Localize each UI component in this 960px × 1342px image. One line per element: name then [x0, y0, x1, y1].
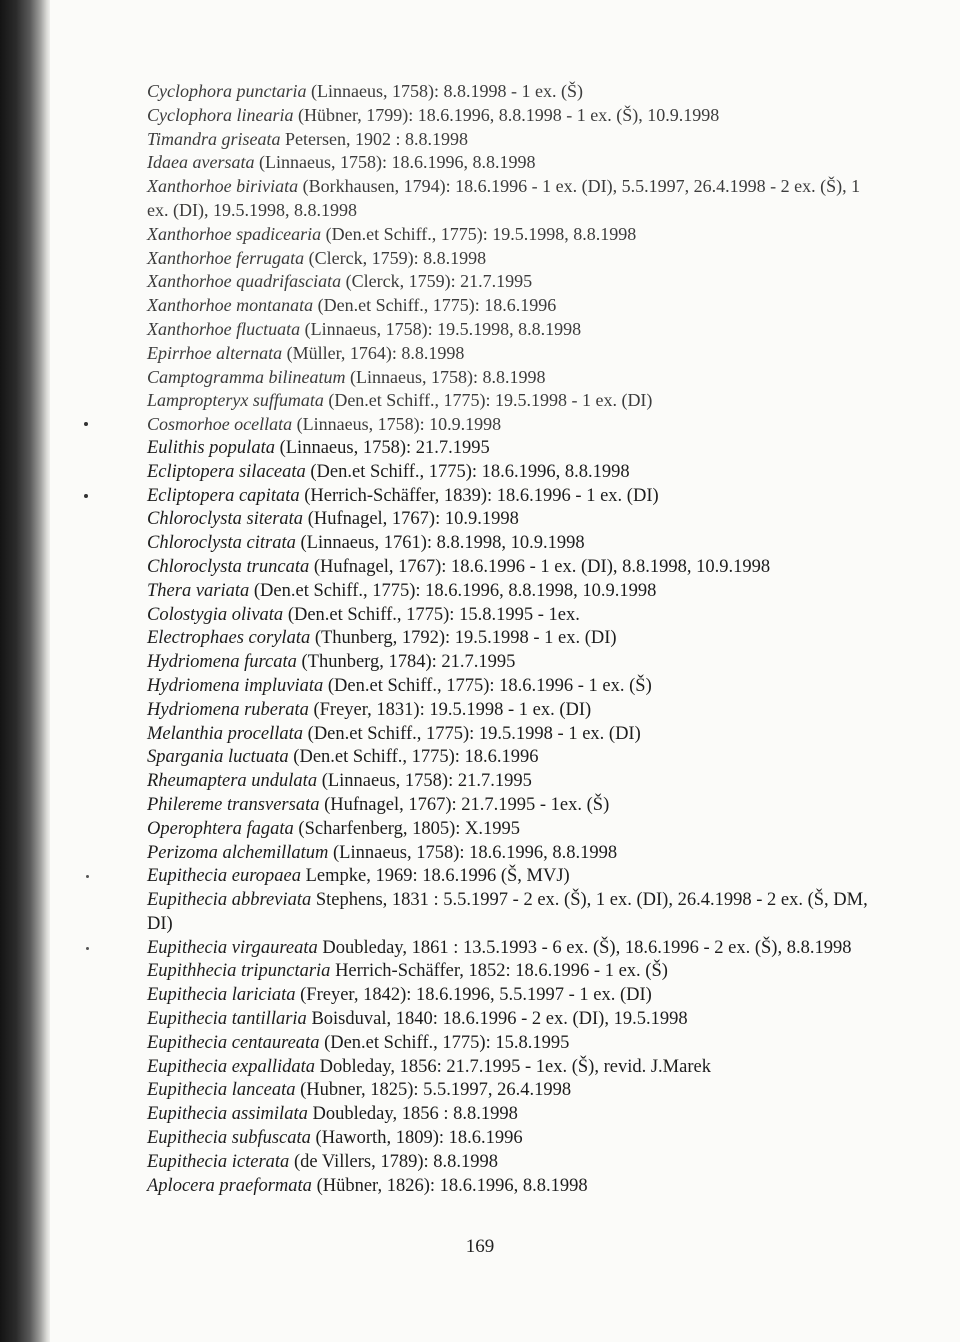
- list-item: [0, 1032, 960, 1056]
- page-number: 169: [465, 1236, 495, 1257]
- species-record: (Den.et Schiff., 1775): 15.8.1995 - 1ex.: [287, 604, 580, 625]
- list-item: [0, 770, 960, 794]
- margin-dot-mark: [86, 947, 89, 950]
- species-name: Eupithecia tantillaria: [147, 1009, 307, 1030]
- list-item: [0, 437, 960, 461]
- species-record: (Hübner, 1799): 18.6.1996, 8.8.1998 - 1 ex. (Š), 10.9.1998: [298, 104, 720, 125]
- list-item: [0, 413, 960, 437]
- list-item: [0, 580, 960, 604]
- list-item: [0, 532, 960, 556]
- list-item: [0, 699, 960, 723]
- list-item: [0, 651, 960, 675]
- species-name: Thera variata: [147, 580, 250, 601]
- species-record: (Thunberg, 1792): 19.5.1998 - 1 ex. (DI): [314, 628, 617, 649]
- margin-dot-mark: [84, 422, 88, 426]
- list-item: [0, 342, 960, 366]
- species-record: Doubleday, 1861 : 13.5.1993 - 6 ex. (Š), 18.6.1996 - 2 ex. (Š), 8.8.1998: [322, 937, 852, 958]
- list-item: [0, 366, 960, 390]
- species-name: Idaea aversata: [147, 152, 255, 173]
- species-name: Xanthorhoe biriviata: [147, 176, 299, 197]
- species-name: Lampropteryx suffumata: [147, 390, 324, 411]
- list-item: [0, 1079, 960, 1103]
- species-name: Camptogramma bilineatum: [147, 366, 346, 387]
- list-item: [0, 247, 960, 271]
- species-record: (Linnaeus, 1758): 18.6.1996, 8.8.1998: [333, 842, 618, 863]
- species-record: Petersen, 1902 : 8.8.1998: [285, 128, 469, 149]
- list-item: [0, 865, 960, 889]
- species-name: Eupithecia assimilata: [147, 1104, 308, 1125]
- species-name: Xanthorhoe fluctuata: [147, 318, 301, 339]
- species-record: (Linnaeus, 1758): 8.8.1998 - 1 ex. (Š): [311, 81, 583, 101]
- list-item: [0, 1127, 960, 1151]
- species-name: Hydriomena impluviata: [147, 675, 324, 696]
- list-item: [0, 1056, 960, 1080]
- species-record: Stephens, 1831 : 5.5.1997 - 2 ex. (Š), 1 ex. (DI), 26.4.1998 - 2 ex. (Š, DM, DI): [147, 890, 868, 934]
- list-item: [0, 1008, 960, 1032]
- list-item: [0, 675, 960, 699]
- species-record: (Den.et Schiff., 1775): 19.5.1998, 8.8.1998: [325, 223, 637, 244]
- species-name: Eupithecia virgaureata: [147, 937, 318, 958]
- species-record: (Den.et Schiff., 1775): 15.8.1995: [324, 1032, 570, 1053]
- species-record: (Linnaeus, 1758): 10.9.1998: [296, 414, 502, 435]
- species-record: Lempke, 1969: 18.6.1996 (Š, MVJ): [305, 866, 570, 887]
- species-name: Hydriomena ruberata: [147, 699, 309, 720]
- species-record: (Den.et Schiff., 1775): 18.6.1996 - 1 ex. (Š): [327, 675, 652, 696]
- list-item: [0, 223, 960, 247]
- species-name: Xanthorhoe quadrifasciata: [147, 271, 342, 292]
- list-item: [0, 175, 960, 223]
- species-name: Xanthorhoe montanata: [147, 295, 314, 316]
- species-record: (Den.et Schiff., 1775): 19.5.1998 - 1 ex. (DI): [328, 390, 653, 411]
- species-record: (Hufnagel, 1767): 21.7.1995 - 1ex. (Š): [324, 794, 610, 815]
- species-record: (Scharfenberg, 1805): X.1995: [298, 818, 521, 839]
- list-item: [0, 128, 960, 152]
- species-name: Rheumaptera undulata: [147, 771, 318, 792]
- species-name: Epirrhoe alternata: [147, 342, 283, 363]
- species-record: (Linnaeus, 1758): 19.5.1998, 8.8.1998: [304, 318, 582, 339]
- species-record: (Den.et Schiff., 1775): 18.6.1996: [317, 295, 557, 316]
- species-name: Aplocera praeformata: [147, 1175, 312, 1196]
- species-record: (Linnaeus, 1758): 21.7.1995: [279, 437, 490, 458]
- list-item: [0, 389, 960, 413]
- species-record: (Clerck, 1759): 21.7.1995: [345, 271, 533, 292]
- species-record: (Haworth, 1809): 18.6.1996: [315, 1128, 523, 1149]
- species-name: Eupithecia expallidata: [147, 1056, 315, 1077]
- list-item: [0, 960, 960, 984]
- list-item: [0, 604, 960, 628]
- species-record: (Den.et Schiff., 1775): 18.6.1996: [293, 747, 539, 768]
- species-record: (Freyer, 1842): 18.6.1996, 5.5.1997 - 1 ex. (DI): [300, 985, 652, 1006]
- list-item: [0, 937, 960, 961]
- species-name: Eupithecia lanceata: [147, 1080, 296, 1101]
- list-item: [0, 270, 960, 294]
- list-item: [0, 80, 960, 104]
- list-item: [0, 1151, 960, 1175]
- species-record: (Hübner, 1826): 18.6.1996, 8.8.1998: [316, 1175, 588, 1196]
- species-name: Eupithecia centaureata: [147, 1032, 320, 1053]
- species-record: (Linnaeus, 1761): 8.8.1998, 10.9.1998: [300, 533, 585, 554]
- list-item: [0, 984, 960, 1008]
- species-record: (Linnaeus, 1758): 18.6.1996, 8.8.1998: [258, 152, 536, 173]
- species-name: Eupithecia subfuscata: [147, 1128, 311, 1149]
- list-item: [0, 485, 960, 509]
- species-name: Electrophaes corylata: [147, 628, 311, 649]
- species-record: (Borkhausen, 1794): 18.6.1996 - 1 ex. (DI), 5.5.1997, 26.4.1998 - 2 ex. (Š), 1 ex. (DI), 19.5.1998, 8.8.1998: [147, 176, 861, 220]
- species-record: (Clerck, 1759): 8.8.1998: [308, 247, 487, 268]
- species-name: Perizoma alchemillatum: [147, 842, 329, 863]
- species-name: Ecliptopera capitata: [147, 485, 300, 506]
- list-item: [0, 461, 960, 485]
- species-name: Colostygia olivata: [147, 604, 284, 625]
- species-name: Timandra griseata: [147, 128, 281, 149]
- species-record: (Den.et Schiff., 1775): 19.5.1998 - 1 ex. (DI): [307, 723, 641, 744]
- list-item: [0, 318, 960, 342]
- list-item: [0, 1103, 960, 1127]
- list-item: [0, 794, 960, 818]
- list-item: [0, 889, 960, 937]
- list-item: [0, 151, 960, 175]
- species-record: (Freyer, 1831): 19.5.1998 - 1 ex. (DI): [313, 699, 592, 720]
- margin-dot-mark: [84, 494, 88, 498]
- species-name: Melanthia procellata: [147, 723, 304, 744]
- species-record: (Thunberg, 1784): 21.7.1995: [301, 652, 516, 673]
- species-name: Ecliptopera silaceata: [147, 461, 306, 482]
- species-record: Doubleday, 1856 : 8.8.1998: [312, 1104, 518, 1125]
- species-name: Eulithis populata: [147, 437, 275, 458]
- species-record: (Linnaeus, 1758): 21.7.1995: [321, 771, 532, 792]
- species-name: Cyclophora punctaria: [147, 81, 307, 101]
- species-name: Cyclophora linearia: [147, 104, 294, 125]
- species-list: [0, 80, 960, 1198]
- species-record: (Den.et Schiff., 1775): 18.6.1996, 8.8.1998: [310, 461, 630, 482]
- species-name: Chloroclysta truncata: [147, 556, 310, 577]
- list-item: [0, 1175, 960, 1199]
- species-name: Spargania luctuata: [147, 747, 289, 768]
- list-item: [0, 746, 960, 770]
- species-record: (Linnaeus, 1758): 8.8.1998: [350, 366, 546, 387]
- species-name: Eupithecia lariciata: [147, 985, 296, 1006]
- list-item: [0, 818, 960, 842]
- species-name: Eupithecia abbreviata: [147, 890, 312, 911]
- species-name: Chloroclysta siterata: [147, 509, 304, 530]
- species-name: Hydriomena furcata: [147, 652, 297, 673]
- species-name: Xanthorhoe spadicearia: [147, 223, 322, 244]
- species-record: (de Villers, 1789): 8.8.1998: [293, 1151, 499, 1172]
- species-record: (Hufnagel, 1767): 18.6.1996 - 1 ex. (DI), 8.8.1998, 10.9.1998: [313, 556, 771, 577]
- species-record: Dobleday, 1856: 21.7.1995 - 1ex. (Š), revid. J.Marek: [319, 1056, 711, 1077]
- margin-dot-mark: [86, 875, 89, 878]
- species-name: Philereme transversata: [147, 794, 320, 815]
- species-record: (Den.et Schiff., 1775): 18.6.1996, 8.8.1998, 10.9.1998: [253, 580, 657, 601]
- species-name: Chloroclysta citrata: [147, 533, 296, 554]
- species-record: (Hufnagel, 1767): 10.9.1998: [307, 509, 519, 530]
- list-item: [0, 104, 960, 128]
- species-name: Operophtera fagata: [147, 818, 294, 839]
- list-item: [0, 842, 960, 866]
- list-item: [0, 723, 960, 747]
- species-name: Eupithhecia tripunctaria: [147, 961, 331, 982]
- species-record: (Herrich-Schäffer, 1839): 18.6.1996 - 1 ex. (DI): [304, 485, 659, 506]
- list-item: [0, 556, 960, 580]
- species-name: Xanthorhoe ferrugata: [147, 247, 305, 268]
- list-item: [0, 508, 960, 532]
- species-record: (Müller, 1764): 8.8.1998: [286, 342, 465, 363]
- species-record: Boisduval, 1840: 18.6.1996 - 2 ex. (DI), 19.5.1998: [311, 1009, 688, 1030]
- species-record: (Hubner, 1825): 5.5.1997, 26.4.1998: [300, 1080, 572, 1101]
- species-name: Eupithecia europaea: [147, 866, 301, 887]
- species-record: Herrich-Schäffer, 1852: 18.6.1996 - 1 ex. (Š): [335, 961, 668, 982]
- species-name: Cosmorhoe ocellata: [147, 414, 293, 435]
- species-name: Eupithecia icterata: [147, 1151, 290, 1172]
- list-item: [0, 627, 960, 651]
- list-item: [0, 294, 960, 318]
